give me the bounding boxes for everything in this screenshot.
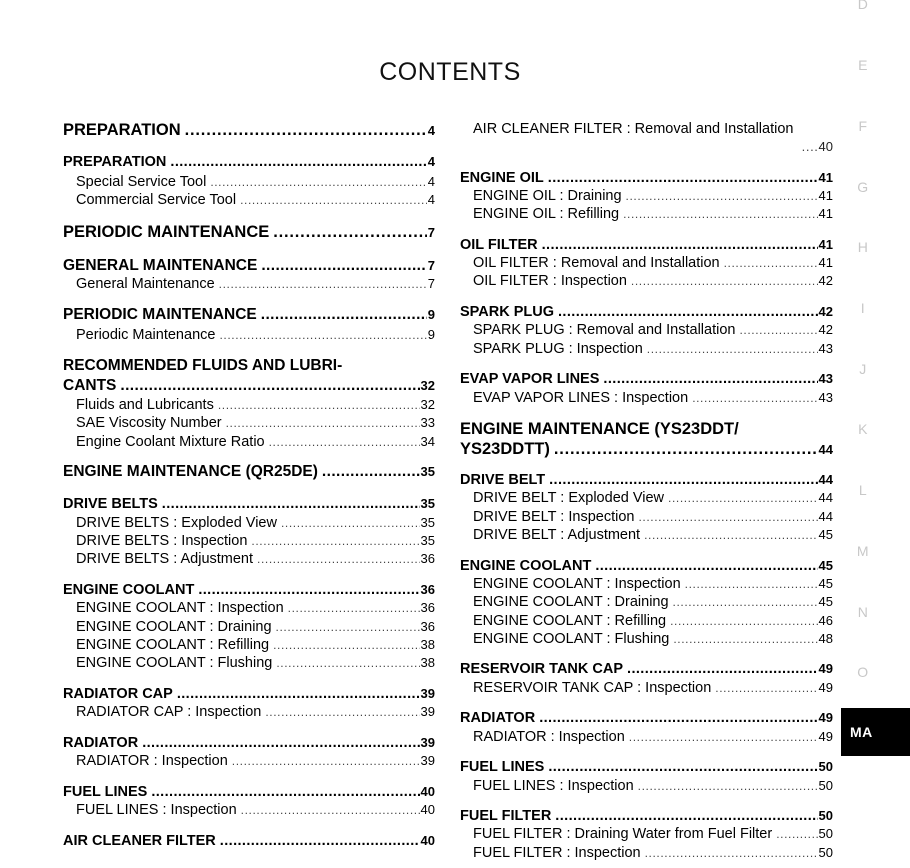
toc-label: Fluids and Lubricants <box>76 397 214 413</box>
toc-page: 42 <box>818 322 833 337</box>
toc-label: OIL FILTER : Inspection <box>473 273 627 289</box>
toc-entry-radiator-inspection[interactable] <box>63 752 435 770</box>
toc-label: PERIODIC MAINTENANCE <box>63 223 270 241</box>
toc-entry-air-cleaner-filter[interactable] <box>63 832 435 850</box>
toc-label: YS23DDTT) <box>460 440 550 458</box>
toc-label: OIL FILTER <box>460 237 538 253</box>
toc-label: FUEL FILTER <box>460 808 552 824</box>
toc-page: 41 <box>818 255 833 270</box>
section-tab-j[interactable]: J <box>859 361 867 377</box>
toc-entry-engine-oil-draining[interactable] <box>460 187 833 205</box>
toc-label: AIR CLEANER FILTER <box>63 833 216 849</box>
toc-label: FUEL LINES : Inspection <box>473 778 634 794</box>
toc-page: 39 <box>420 686 435 701</box>
toc-page: 45 <box>818 527 833 542</box>
toc-entry-engine-maintenance-qr25de[interactable] <box>63 463 435 481</box>
toc-page: 36 <box>420 582 435 597</box>
toc-page: 38 <box>420 655 435 670</box>
toc-page: 43 <box>818 341 833 356</box>
toc-label: DRIVE BELTS : Exploded View <box>76 515 277 531</box>
toc-entry-radiator-cap[interactable] <box>63 685 435 703</box>
toc-entry-drive-belt-exploded[interactable] <box>460 489 833 507</box>
toc-label: DRIVE BELTS : Adjustment <box>76 551 254 567</box>
toc-page: 4 <box>427 174 435 189</box>
toc-page: 42 <box>818 273 833 288</box>
toc-entry-radiator[interactable] <box>63 734 435 752</box>
toc-label: RADIATOR <box>63 735 139 751</box>
section-tab-f[interactable]: F <box>858 118 868 134</box>
toc-entry-engine-maintenance-ys-line1[interactable]: ENGINE MAINTENANCE (YS23DDT/ <box>460 420 739 438</box>
toc-entry-engine-coolant-inspection[interactable] <box>63 599 435 617</box>
toc-entry-oil-filter-removal[interactable] <box>460 254 833 272</box>
toc-entry-oil-filter[interactable] <box>460 236 833 254</box>
toc-entry-drive-belts-exploded[interactable] <box>63 514 435 532</box>
toc-entry-engine-coolant-ys-flushing[interactable] <box>460 630 833 648</box>
toc-label: ENGINE COOLANT : Refilling <box>76 637 270 653</box>
toc-entry-fuel-filter[interactable] <box>460 807 833 825</box>
toc-page: 38 <box>420 637 435 652</box>
toc-entry-recommended-fluids[interactable] <box>63 377 435 395</box>
toc-page: 40 <box>420 784 435 799</box>
section-tab-i[interactable]: I <box>860 300 866 316</box>
toc-label: PERIODIC MAINTENANCE <box>63 306 257 323</box>
section-tab-k[interactable]: K <box>858 421 868 437</box>
toc-label: DRIVE BELT : Inspection <box>473 509 635 525</box>
toc-page: 32 <box>420 397 435 412</box>
toc-page: 44 <box>818 490 833 505</box>
toc-page: 9 <box>427 327 435 342</box>
toc-page: 9 <box>427 307 435 322</box>
toc-entry-preparation-major[interactable] <box>63 121 435 139</box>
toc-entry-engine-coolant-ys[interactable] <box>460 557 833 575</box>
toc-entry-engine-coolant-ys-inspection[interactable] <box>460 575 833 593</box>
toc-page: 36 <box>420 551 435 566</box>
toc-page: 34 <box>420 434 435 449</box>
toc-label: Engine Coolant Mixture Ratio <box>76 434 265 450</box>
toc-page: 35 <box>420 515 435 530</box>
toc-label: CANTS <box>63 377 117 394</box>
toc-entry-engine-oil-refilling[interactable] <box>460 205 833 223</box>
toc-label: PREPARATION <box>63 154 167 170</box>
toc-entry-engine-oil[interactable] <box>460 169 833 187</box>
page-title: CONTENTS <box>379 58 521 86</box>
toc-label: ENGINE COOLANT <box>460 558 592 574</box>
toc-entry-radiator-cap-inspection[interactable] <box>63 703 435 721</box>
toc-page: 39 <box>420 704 435 719</box>
toc-label: SPARK PLUG : Removal and Installation <box>473 322 736 338</box>
toc-label: ENGINE OIL : Draining <box>473 188 622 204</box>
toc-entry-fuel-filter-inspection[interactable] <box>460 844 833 862</box>
toc-page: 41 <box>818 206 833 221</box>
toc-label: SAE Viscosity Number <box>76 415 222 431</box>
toc-entry-recommended-fluids-line1[interactable]: RECOMMENDED FLUIDS AND LUBRI- <box>63 357 343 374</box>
toc-page: 49 <box>818 710 833 725</box>
toc-label: ENGINE COOLANT : Draining <box>473 594 669 610</box>
toc-page: 4 <box>427 123 435 138</box>
toc-entry-periodic-maintenance[interactable] <box>63 306 435 324</box>
toc-label: ENGINE OIL : Refilling <box>473 206 620 222</box>
toc-page: 32 <box>420 378 435 393</box>
toc-entry-drive-belt-inspection[interactable] <box>460 508 833 526</box>
toc-page: 4 <box>427 154 435 169</box>
toc-page: 35 <box>420 533 435 548</box>
toc-entry-engine-coolant-ys-draining[interactable] <box>460 593 833 611</box>
toc-entry-evap-vapor-lines[interactable] <box>460 370 833 388</box>
toc-label: DRIVE BELT : Exploded View <box>473 490 665 506</box>
toc-entry-engine-coolant-mixture[interactable] <box>63 433 435 451</box>
toc-entry-fuel-lines-ys-inspection[interactable] <box>460 777 833 795</box>
toc-page: 41 <box>818 237 833 252</box>
toc-entry-spark-plug-inspection[interactable] <box>460 340 833 358</box>
toc-entry-special-service-tool[interactable] <box>63 173 435 191</box>
section-tab-ma-active[interactable]: MA <box>841 708 910 756</box>
toc-label: Commercial Service Tool <box>76 192 237 208</box>
toc-label: SPARK PLUG : Inspection <box>473 341 643 357</box>
toc-entry-engine-coolant-flushing[interactable] <box>63 654 435 672</box>
toc-page: 50 <box>818 808 833 823</box>
toc-page: 7 <box>427 276 435 291</box>
toc-label: AIR CLEANER FILTER : Removal and Installation <box>473 121 794 137</box>
toc-page: 33 <box>420 415 435 430</box>
toc-entry-engine-maintenance-ys[interactable] <box>460 440 833 458</box>
toc-page: 50 <box>818 778 833 793</box>
toc-page: 45 <box>818 576 833 591</box>
toc-label: PREPARATION <box>63 121 181 139</box>
toc-label: FUEL FILTER : Draining Water from Fuel Filter <box>473 826 773 842</box>
toc-page: 49 <box>818 680 833 695</box>
toc-entry-sae-viscosity[interactable] <box>63 414 435 432</box>
section-tab-d[interactable]: D <box>857 0 869 12</box>
toc-entry-preparation[interactable] <box>63 153 435 171</box>
toc-entry-drive-belt-adjustment[interactable] <box>460 526 833 544</box>
toc-label: RESERVOIR TANK CAP <box>460 661 624 677</box>
toc-page: 50 <box>818 759 833 774</box>
toc-label: EVAP VAPOR LINES : Inspection <box>473 390 689 406</box>
toc-page: 49 <box>818 729 833 744</box>
toc-page: 44 <box>818 442 833 457</box>
toc-page: 40 <box>420 833 435 848</box>
toc-label: FUEL FILTER : Inspection <box>473 845 641 861</box>
toc-page: 45 <box>818 594 833 609</box>
toc-page: 41 <box>818 188 833 203</box>
toc-entry-drive-belts-adjustment[interactable] <box>63 550 435 568</box>
toc-entry-radiator-ys[interactable] <box>460 709 833 727</box>
toc-label: SPARK PLUG <box>460 304 554 320</box>
toc-page: 39 <box>420 735 435 750</box>
toc-wrap-tail-air-cleaner-removal: ....40 <box>801 139 833 154</box>
toc-entry-periodic-maintenance-sub[interactable] <box>63 326 435 344</box>
toc-entry-engine-coolant-ys-refilling[interactable] <box>460 612 833 630</box>
toc-label: RADIATOR CAP : Inspection <box>76 704 262 720</box>
toc-label: Special Service Tool <box>76 174 207 190</box>
toc-page: 36 <box>420 619 435 634</box>
toc-page: 43 <box>818 371 833 386</box>
toc-label: RADIATOR : Inspection <box>473 729 625 745</box>
toc-entry-engine-coolant-refilling[interactable] <box>63 636 435 654</box>
toc-label: ENGINE COOLANT : Draining <box>76 619 272 635</box>
toc-entry-evap-vapor-inspection[interactable] <box>460 389 833 407</box>
toc-label: Periodic Maintenance <box>76 327 216 343</box>
toc-label: DRIVE BELTS : Inspection <box>76 533 248 549</box>
toc-label: ENGINE COOLANT <box>63 582 195 598</box>
toc-page: 50 <box>818 826 833 841</box>
toc-entry-air-cleaner-removal[interactable] <box>460 120 833 138</box>
toc-label: RESERVOIR TANK CAP : Inspection <box>473 680 712 696</box>
toc-label: EVAP VAPOR LINES <box>460 371 600 387</box>
toc-label: GENERAL MAINTENANCE <box>63 257 258 274</box>
section-tab-o[interactable]: O <box>857 664 869 680</box>
toc-label: General Maintenance <box>76 276 215 292</box>
toc-entry-fuel-lines[interactable] <box>63 783 435 801</box>
toc-page: 42 <box>818 304 833 319</box>
toc-page: 7 <box>427 225 435 240</box>
toc-entry-general-maintenance-sub[interactable] <box>63 275 435 293</box>
toc-label: ENGINE COOLANT : Refilling <box>473 613 667 629</box>
toc-label: FUEL LINES <box>460 759 545 775</box>
toc-entry-general-maintenance[interactable] <box>63 257 435 275</box>
toc-entry-drive-belts-inspection[interactable] <box>63 532 435 550</box>
toc-label: ENGINE MAINTENANCE (QR25DE) <box>63 463 318 480</box>
toc-page: 44 <box>818 509 833 524</box>
section-tab-m[interactable]: M <box>856 543 870 559</box>
toc-label: FUEL LINES <box>63 784 148 800</box>
toc-page: 35 <box>420 464 435 479</box>
toc-entry-oil-filter-inspection[interactable] <box>460 272 833 290</box>
toc-label: ENGINE COOLANT : Flushing <box>473 631 670 647</box>
toc-label: RADIATOR <box>460 710 536 726</box>
toc-label: RADIATOR CAP <box>63 686 173 702</box>
toc-label: OIL FILTER : Removal and Installation <box>473 255 720 271</box>
toc-page: 43 <box>818 390 833 405</box>
toc-label: ENGINE OIL <box>460 170 544 186</box>
toc-entry-fuel-lines-ys[interactable] <box>460 758 833 776</box>
toc-page: 39 <box>420 753 435 768</box>
toc-entry-fuel-filter-draining[interactable] <box>460 825 833 843</box>
toc-entry-engine-coolant[interactable] <box>63 581 435 599</box>
toc-page: 44 <box>818 472 833 487</box>
toc-entry-fuel-lines-inspection[interactable] <box>63 801 435 819</box>
section-tab-l[interactable]: L <box>858 482 868 498</box>
toc-label: ENGINE COOLANT : Flushing <box>76 655 273 671</box>
toc-page: 48 <box>818 631 833 646</box>
toc-label: ENGINE COOLANT : Inspection <box>76 600 284 616</box>
toc-entry-reservoir-tank-cap-inspection[interactable] <box>460 679 833 697</box>
toc-page: 49 <box>818 661 833 676</box>
section-index-tabs <box>841 0 910 868</box>
toc-page: 35 <box>420 496 435 511</box>
toc-label: DRIVE BELT : Adjustment <box>473 527 641 543</box>
toc-page: 46 <box>818 613 833 628</box>
toc-entry-spark-plug-removal[interactable] <box>460 321 833 339</box>
section-tab-e[interactable]: E <box>858 57 868 73</box>
toc-page: 40 <box>818 139 833 154</box>
toc-page: 50 <box>818 845 833 860</box>
toc-entry-fluids-and-lubricants[interactable] <box>63 396 435 414</box>
toc-page: 40 <box>420 802 435 817</box>
toc-entry-radiator-ys-inspection[interactable] <box>460 728 833 746</box>
section-tab-h[interactable]: H <box>857 239 869 255</box>
toc-entry-periodic-maintenance-major[interactable] <box>63 223 435 241</box>
toc-entry-drive-belts[interactable] <box>63 495 435 513</box>
toc-entry-engine-coolant-draining[interactable] <box>63 618 435 636</box>
toc-page: 4 <box>427 192 435 207</box>
toc-entry-spark-plug[interactable] <box>460 303 833 321</box>
toc-label: RADIATOR : Inspection <box>76 753 228 769</box>
toc-page: 36 <box>420 600 435 615</box>
toc-entry-commercial-service-tool[interactable] <box>63 191 435 209</box>
toc-label: ENGINE COOLANT : Inspection <box>473 576 681 592</box>
toc-label: DRIVE BELTS <box>63 496 158 512</box>
section-tab-g[interactable]: G <box>857 179 869 195</box>
toc-page: 41 <box>818 170 833 185</box>
section-tab-n[interactable]: N <box>857 604 869 620</box>
toc-label: FUEL LINES : Inspection <box>76 802 237 818</box>
toc-label: DRIVE BELT <box>460 472 546 488</box>
toc-page: 45 <box>818 558 833 573</box>
toc-entry-drive-belt[interactable] <box>460 471 833 489</box>
toc-page: 7 <box>427 258 435 273</box>
toc-entry-reservoir-tank-cap[interactable] <box>460 660 833 678</box>
